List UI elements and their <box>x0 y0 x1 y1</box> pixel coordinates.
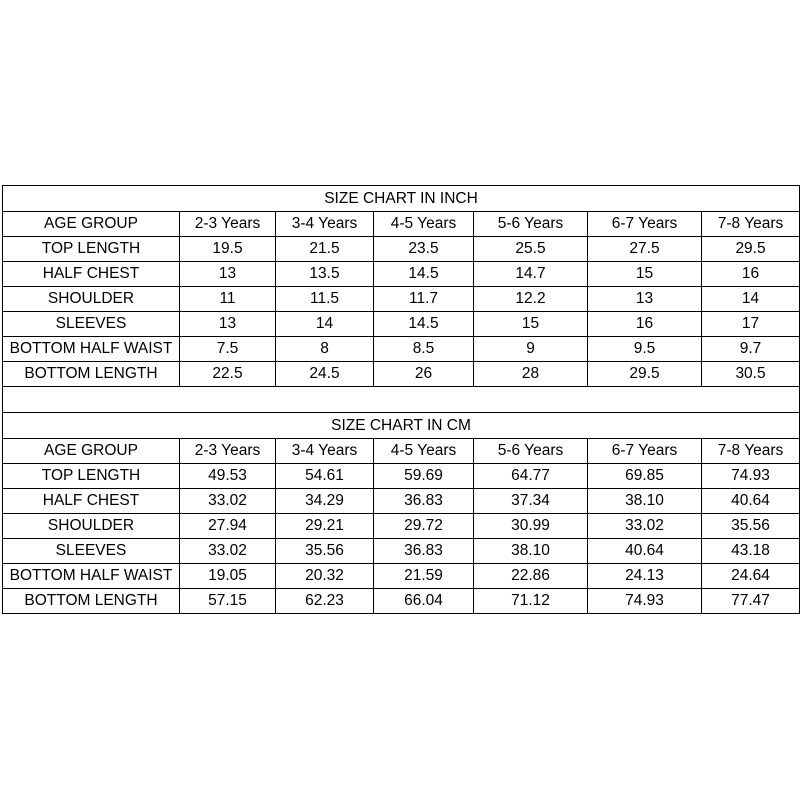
size-chart-table <box>2 185 800 614</box>
table-cell: 13 <box>588 287 702 312</box>
header-cell: 5-6 Years <box>474 212 588 237</box>
header-cell: 2-3 Years <box>180 212 276 237</box>
table-cell: 35.56 <box>276 539 374 564</box>
table-cell: 74.93 <box>702 464 800 489</box>
table-cell: 8.5 <box>374 337 474 362</box>
table-cell: 54.61 <box>276 464 374 489</box>
table-cell: 27.5 <box>588 237 702 262</box>
table-cell: 29.5 <box>588 362 702 387</box>
row-label: TOP LENGTH <box>3 464 180 489</box>
cm-chart-title: SIZE CHART IN CM <box>3 413 800 439</box>
table-cell: 40.64 <box>588 539 702 564</box>
table-row <box>3 262 800 287</box>
table-cell: 11.5 <box>276 287 374 312</box>
table-cell: 35.56 <box>702 514 800 539</box>
table-cell: 34.29 <box>276 489 374 514</box>
header-cell: 5-6 Years <box>474 439 588 464</box>
table-row <box>3 362 800 387</box>
table-cell: 14.7 <box>474 262 588 287</box>
table-cell: 43.18 <box>702 539 800 564</box>
table-cell: 9.7 <box>702 337 800 362</box>
cm-header-row <box>3 439 800 464</box>
table-cell: 71.12 <box>474 589 588 614</box>
table-cell: 64.77 <box>474 464 588 489</box>
table-cell: 9.5 <box>588 337 702 362</box>
table-cell: 15 <box>588 262 702 287</box>
table-cell: 24.64 <box>702 564 800 589</box>
table-cell: 19.05 <box>180 564 276 589</box>
table-cell: 33.02 <box>180 539 276 564</box>
table-cell: 30.5 <box>702 362 800 387</box>
row-label: SLEEVES <box>3 539 180 564</box>
cm-title-row <box>3 413 800 439</box>
table-row <box>3 237 800 262</box>
table-cell: 13.5 <box>276 262 374 287</box>
header-cell: AGE GROUP <box>3 212 180 237</box>
table-cell: 28 <box>474 362 588 387</box>
row-label: HALF CHEST <box>3 262 180 287</box>
table-cell: 36.83 <box>374 489 474 514</box>
table-cell: 17 <box>702 312 800 337</box>
table-cell: 74.93 <box>588 589 702 614</box>
table-cell: 33.02 <box>180 489 276 514</box>
row-label: HALF CHEST <box>3 489 180 514</box>
row-label: TOP LENGTH <box>3 237 180 262</box>
table-row <box>3 514 800 539</box>
table-cell: 14.5 <box>374 312 474 337</box>
header-cell: 6-7 Years <box>588 439 702 464</box>
table-cell: 25.5 <box>474 237 588 262</box>
table-row <box>3 287 800 312</box>
table-cell: 77.47 <box>702 589 800 614</box>
table-cell: 38.10 <box>474 539 588 564</box>
header-cell: 2-3 Years <box>180 439 276 464</box>
table-cell: 38.10 <box>588 489 702 514</box>
header-cell: 3-4 Years <box>276 212 374 237</box>
table-cell: 49.53 <box>180 464 276 489</box>
table-cell: 14.5 <box>374 262 474 287</box>
table-cell: 27.94 <box>180 514 276 539</box>
section-spacer-row <box>3 387 800 413</box>
table-cell: 7.5 <box>180 337 276 362</box>
inch-header-row <box>3 212 800 237</box>
table-cell: 24.13 <box>588 564 702 589</box>
table-cell: 13 <box>180 262 276 287</box>
table-row <box>3 539 800 564</box>
header-cell: 7-8 Years <box>702 439 800 464</box>
table-cell: 22.86 <box>474 564 588 589</box>
table-row <box>3 564 800 589</box>
table-cell: 24.5 <box>276 362 374 387</box>
table-cell: 40.64 <box>702 489 800 514</box>
row-label: BOTTOM LENGTH <box>3 589 180 614</box>
table-cell: 29.21 <box>276 514 374 539</box>
header-cell: 4-5 Years <box>374 439 474 464</box>
inch-chart-title: SIZE CHART IN INCH <box>3 186 800 212</box>
table-cell: 36.83 <box>374 539 474 564</box>
table-cell: 12.2 <box>474 287 588 312</box>
table-cell: 15 <box>474 312 588 337</box>
table-cell: 59.69 <box>374 464 474 489</box>
table-cell: 33.02 <box>588 514 702 539</box>
row-label: SHOULDER <box>3 287 180 312</box>
table-cell: 22.5 <box>180 362 276 387</box>
table-cell: 66.04 <box>374 589 474 614</box>
table-cell: 21.59 <box>374 564 474 589</box>
table-cell: 21.5 <box>276 237 374 262</box>
row-label: BOTTOM HALF WAIST <box>3 564 180 589</box>
header-cell: 4-5 Years <box>374 212 474 237</box>
table-cell: 16 <box>702 262 800 287</box>
header-cell: 6-7 Years <box>588 212 702 237</box>
table-row <box>3 312 800 337</box>
table-cell: 8 <box>276 337 374 362</box>
table-row <box>3 589 800 614</box>
table-cell: 57.15 <box>180 589 276 614</box>
table-row <box>3 464 800 489</box>
row-label: BOTTOM HALF WAIST <box>3 337 180 362</box>
header-cell: 3-4 Years <box>276 439 374 464</box>
row-label: BOTTOM LENGTH <box>3 362 180 387</box>
table-cell: 16 <box>588 312 702 337</box>
header-cell: 7-8 Years <box>702 212 800 237</box>
table-cell: 37.34 <box>474 489 588 514</box>
table-cell: 26 <box>374 362 474 387</box>
table-cell: 13 <box>180 312 276 337</box>
table-cell: 20.32 <box>276 564 374 589</box>
table-cell: 23.5 <box>374 237 474 262</box>
row-label: SHOULDER <box>3 514 180 539</box>
table-cell: 14 <box>276 312 374 337</box>
header-cell: AGE GROUP <box>3 439 180 464</box>
table-row <box>3 337 800 362</box>
table-cell: 29.5 <box>702 237 800 262</box>
section-spacer <box>3 387 800 413</box>
table-cell: 14 <box>702 287 800 312</box>
table-cell: 62.23 <box>276 589 374 614</box>
table-cell: 69.85 <box>588 464 702 489</box>
table-cell: 19.5 <box>180 237 276 262</box>
table-row <box>3 489 800 514</box>
table-cell: 11.7 <box>374 287 474 312</box>
table-cell: 30.99 <box>474 514 588 539</box>
table-cell: 11 <box>180 287 276 312</box>
table-cell: 29.72 <box>374 514 474 539</box>
row-label: SLEEVES <box>3 312 180 337</box>
table-cell: 9 <box>474 337 588 362</box>
inch-title-row <box>3 186 800 212</box>
